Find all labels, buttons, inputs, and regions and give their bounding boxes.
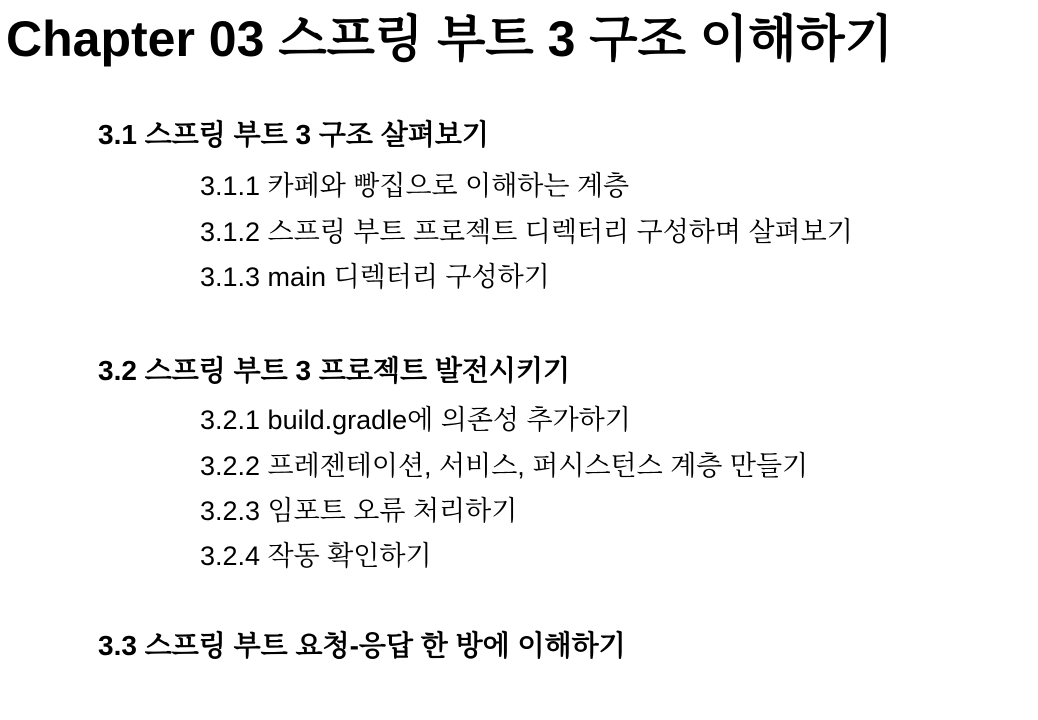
section-heading-3-2: 3.2 스프링 부트 3 프로젝트 발전시키기 xyxy=(98,355,571,386)
toc-item-3-2-1: 3.2.1 build.gradle에 의존성 추가하기 xyxy=(200,405,631,435)
toc-item-3-2-2: 3.2.2 프레젠테이션, 서비스, 퍼시스턴스 계층 만들기 xyxy=(200,451,809,481)
toc-item-3-2-3: 3.2.3 임포트 오류 처리하기 xyxy=(200,496,518,526)
toc-item-3-2-4: 3.2.4 작동 확인하기 xyxy=(200,541,432,571)
toc-item-3-1-3: 3.1.3 main 디렉터리 구성하기 xyxy=(200,262,550,292)
section-heading-3-3: 3.3 스프링 부트 요청-응답 한 방에 이해하기 xyxy=(98,630,626,661)
section-heading-3-1: 3.1 스프링 부트 3 구조 살펴보기 xyxy=(98,119,489,150)
toc-item-3-1-1: 3.1.1 카페와 빵집으로 이해하는 계층 xyxy=(200,171,630,201)
page-title: Chapter 03 스프링 부트 3 구조 이해하기 xyxy=(6,11,893,67)
toc-item-3-1-2: 3.1.2 스프링 부트 프로젝트 디렉터리 구성하며 살펴보기 xyxy=(200,217,853,247)
